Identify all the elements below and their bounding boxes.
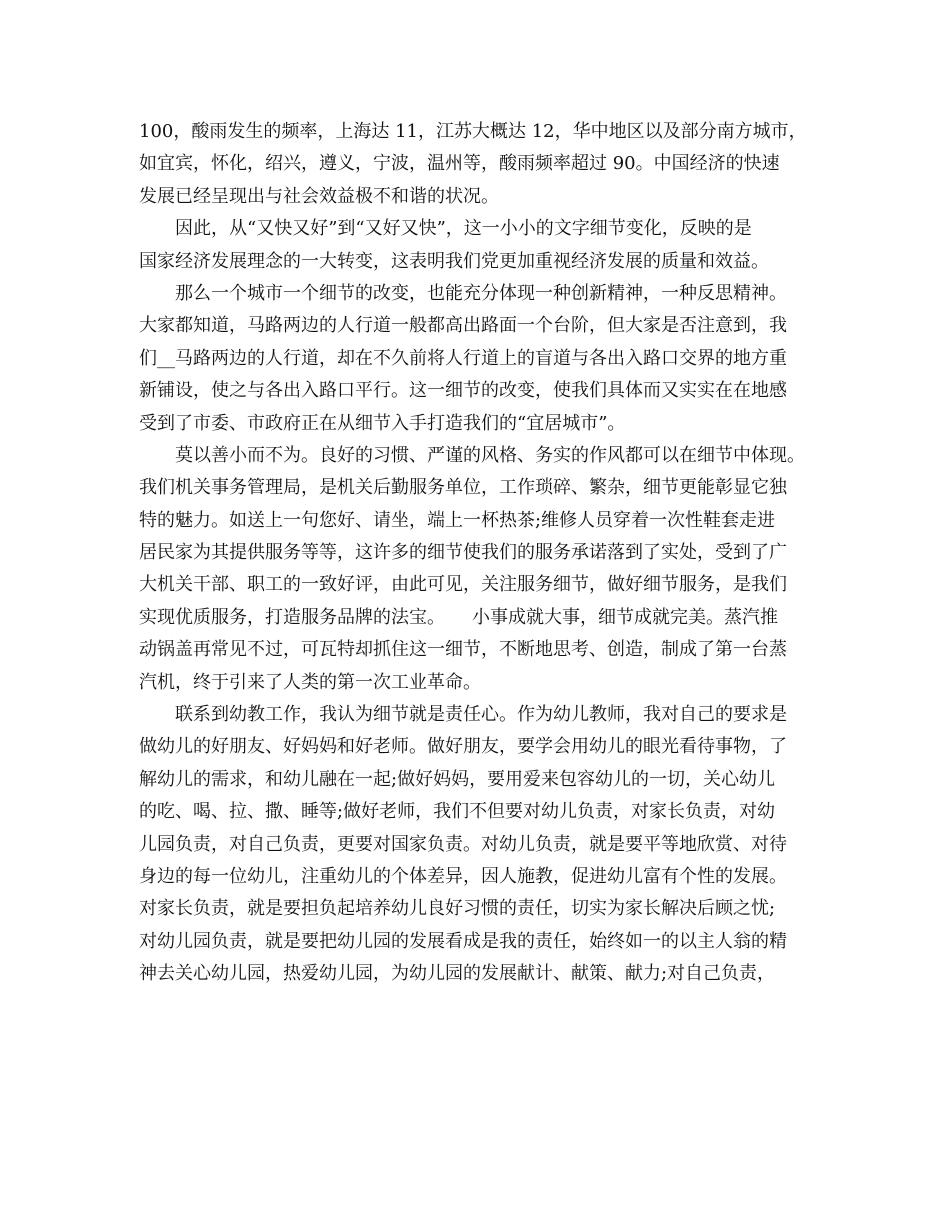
text-line: 身边的每一位幼儿，注重幼儿的个体差异，因人施教，促进幼儿富有个性的发展。	[139, 865, 787, 887]
body-text	[139, 116, 819, 991]
text-line: 新铺设，使之与各出入路口平行。这一细节的改变，使我们具体而又实实在在地感	[139, 380, 787, 402]
text-line: 解幼儿的需求，和幼儿融在一起;做好妈妈，要用爱来包容幼儿的一切，关心幼儿	[139, 768, 776, 790]
text-line: 如宜宾，怀化，绍兴，遵义，宁波，温州等，酸雨频率超过 90。中国经济的快速	[139, 153, 780, 175]
text-line: 因此，从“又快又好”到“又好又快”，这一小小的文字细节变化，反映的是	[139, 218, 752, 240]
text-line: 儿园负责，对自己负责，更要对国家负责。对幼儿负责，就是要平等地欣赏、对待	[139, 833, 787, 855]
text-line: 联系到幼教工作，我认为细节就是责任心。作为幼儿教师，我对自己的要求是	[139, 704, 787, 726]
text-line: 我们机关事务管理局，是机关后勤服务单位，工作琐碎、繁杂，细节更能彰显它独	[139, 477, 787, 499]
text-line: 做幼儿的好朋友、好妈妈和好老师。做好朋友，要学会用幼儿的眼光看待事物，了	[139, 736, 787, 758]
text-line: 100，酸雨发生的频率，上海达 11，江苏大概达 12，华中地区以及部分南方城市，	[139, 121, 807, 142]
text-line: 特的魅力。如送上一句您好、请坐，端上一杯热茶;维修人员穿着一次性鞋套走进	[139, 509, 776, 531]
text-line: 神去关心幼儿园，热爱幼儿园，为幼儿园的发展献计、献策、献力;对自己负责，	[139, 963, 776, 985]
text-line: 莫以善小而不为。良好的习惯、严谨的风格、务实的作风都可以在细节中体现。	[139, 444, 805, 466]
text-line: 居民家为其提供服务等等，这许多的细节使我们的服务承诺落到了实处，受到了广	[139, 542, 787, 564]
text-line: 受到了市委、市政府正在从细节入手打造我们的“宜居城市”。	[139, 412, 626, 434]
text-line: 国家经济发展理念的一大转变，这表明我们党更加重视经济发展的质量和效益。	[139, 250, 769, 272]
text-line: 那么一个城市一个细节的改变，也能充分体现一种创新精神，一种反思精神。	[139, 282, 787, 304]
text-line: 实现优质服务，打造服务品牌的法宝。 小事成就大事，细节成就完美。蒸汽推	[139, 606, 778, 628]
text-line: 汽机，终于引来了人类的第一次工业革命。	[139, 671, 481, 693]
text-line: 们__马路两边的人行道，却在不久前将人行道上的盲道与各出入路口交界的地方重	[139, 347, 787, 369]
text-line: 的吃、喝、拉、撒、睡等;做好老师，我们不但要对幼儿负责，对家长负责，对幼	[139, 801, 776, 823]
text-line: 对幼儿园负责，就是要把幼儿园的发展看成是我的责任，始终如一的以主人翁的精	[139, 930, 787, 952]
text-line: 大家都知道，马路两边的人行道一般都高出路面一个台阶，但大家是否注意到，我	[139, 315, 787, 337]
text-line: 发展已经呈现出与社会效益极不和谐的状况。	[139, 185, 499, 207]
text-line: 大机关干部、职工的一致好评，由此可见，关注服务细节，做好细节服务，是我们	[139, 574, 787, 596]
text-line: 动锅盖再常见不过，可瓦特却抓住这一细节，不断地思考、创造，制成了第一台蒸	[139, 639, 787, 661]
text-line: 对家长负责，就是要担负起培养幼儿良好习惯的责任，切实为家长解决后顾之忧;	[139, 898, 776, 920]
